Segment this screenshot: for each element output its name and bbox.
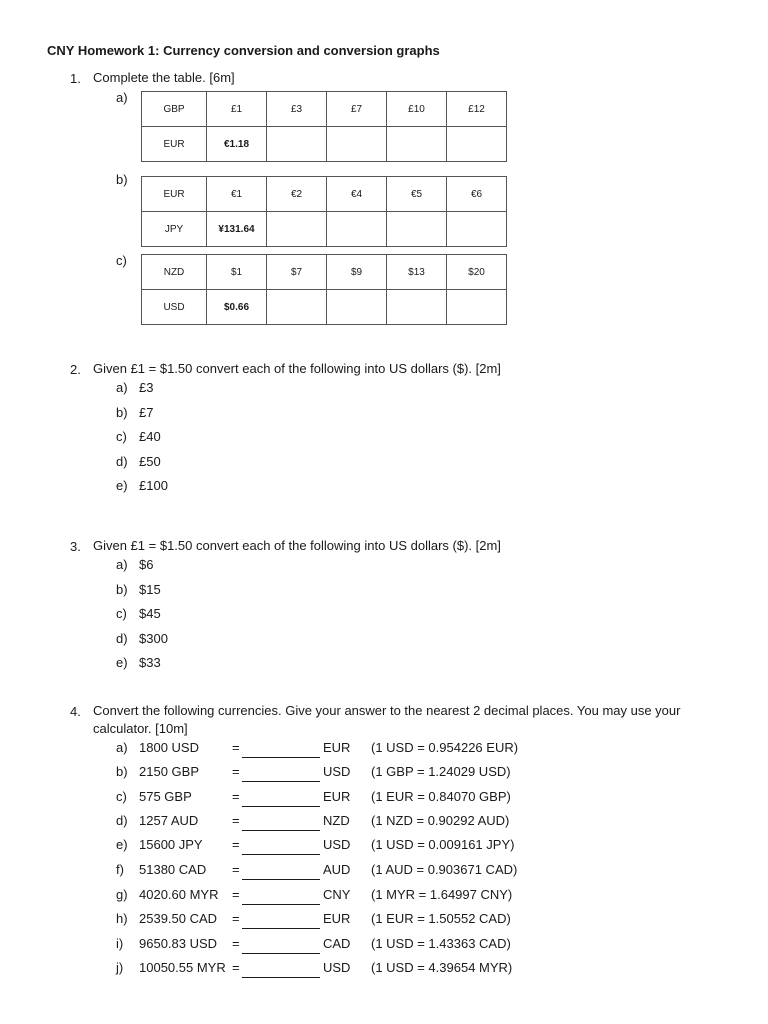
q4-item-label: h) (116, 911, 128, 926)
q1a-label: a) (116, 90, 128, 105)
q4-item-rate: (1 GBP = 1.24029 USD) (371, 764, 511, 779)
table-cell: £7 (327, 92, 387, 127)
q4-item-target: CAD (323, 936, 351, 951)
q4-item-target: EUR (323, 911, 351, 926)
q1c-label: c) (116, 253, 127, 268)
table-row (142, 127, 507, 162)
q4-item-amount: 575 GBP (139, 789, 192, 804)
table-cell: £1 (207, 92, 267, 127)
q4-item-label: f) (116, 862, 124, 877)
q2-item-label: e) (116, 478, 128, 493)
q4-item-label: d) (116, 813, 128, 828)
table-row (142, 290, 507, 325)
q4-text-line2: calculator. [10m] (93, 721, 188, 736)
q4-item-label: a) (116, 740, 128, 755)
table-cell: £3 (267, 92, 327, 127)
q4-item-rate: (1 EUR = 0.84070 GBP) (371, 789, 511, 804)
answer-blank[interactable] (242, 794, 320, 807)
table-cell-given: ¥131.64 (207, 212, 267, 247)
q1-number: 1. (70, 71, 81, 86)
table-row (142, 177, 507, 212)
answer-cell[interactable] (327, 290, 387, 325)
q4-item-amount: 10050.55 MYR (139, 960, 226, 975)
table-row (142, 212, 507, 247)
q3-item-value: $33 (139, 655, 161, 670)
q4-item-equals: = (232, 936, 240, 951)
q4-item-equals: = (232, 960, 240, 975)
answer-blank[interactable] (242, 769, 320, 782)
q2-number: 2. (70, 362, 81, 377)
q2-item-label: c) (116, 429, 127, 444)
conversion-table-a (141, 91, 507, 162)
q4-item-target: USD (323, 764, 351, 779)
answer-cell[interactable] (327, 212, 387, 247)
table-cell: $9 (327, 255, 387, 290)
q3-item-value: $300 (139, 631, 168, 646)
q3-number: 3. (70, 539, 81, 554)
q4-item-label: g) (116, 887, 128, 902)
q4-item-equals: = (232, 764, 240, 779)
q4-item-target: USD (323, 960, 351, 975)
table-cell: €5 (387, 177, 447, 212)
q3-item-value: $15 (139, 582, 161, 597)
q4-item-equals: = (232, 887, 240, 902)
table-cell: €4 (327, 177, 387, 212)
table-row (142, 255, 507, 290)
q4-item-equals: = (232, 837, 240, 852)
answer-blank[interactable] (242, 745, 320, 758)
q4-item-amount: 9650.83 USD (139, 936, 218, 951)
table-cell: EUR (142, 127, 207, 162)
answer-cell[interactable] (267, 212, 327, 247)
q2-item-value: £3 (139, 380, 154, 395)
table-cell-given: €1.18 (207, 127, 267, 162)
table-row (142, 92, 507, 127)
q4-item-rate: (1 MYR = 1.64997 CNY) (371, 887, 513, 902)
table-cell: JPY (142, 212, 207, 247)
q4-item-label: e) (116, 837, 128, 852)
q3-item-value: $6 (139, 557, 154, 572)
q2-item-value: £7 (139, 405, 154, 420)
table-cell: €2 (267, 177, 327, 212)
q4-item-equals: = (232, 911, 240, 926)
page-title: CNY Homework 1: Currency conversion and conversion graphs (47, 43, 440, 58)
answer-blank[interactable] (242, 842, 320, 855)
answer-cell[interactable] (267, 290, 327, 325)
q4-item-rate: (1 USD = 0.954226 EUR) (371, 740, 519, 755)
table-cell: $7 (267, 255, 327, 290)
table-cell: $1 (207, 255, 267, 290)
q4-item-rate: (1 AUD = 0.903671 CAD) (371, 862, 518, 877)
q4-item-amount: 1257 AUD (139, 813, 199, 828)
answer-cell[interactable] (387, 290, 447, 325)
answer-cell[interactable] (447, 127, 507, 162)
q4-item-amount: 2150 GBP (139, 764, 199, 779)
q4-item-label: i) (116, 936, 124, 951)
q1b-label: b) (116, 172, 128, 187)
table-cell: GBP (142, 92, 207, 127)
table-cell: $13 (387, 255, 447, 290)
answer-cell[interactable] (447, 290, 507, 325)
answer-cell[interactable] (387, 127, 447, 162)
answer-blank[interactable] (242, 818, 320, 831)
q2-item-label: a) (116, 380, 128, 395)
q4-number: 4. (70, 704, 81, 719)
q2-text: Given £1 = $1.50 convert each of the following into US dollars ($). [2m] (93, 361, 501, 376)
table-cell: £10 (387, 92, 447, 127)
q4-item-amount: 2539.50 CAD (139, 911, 218, 926)
table-cell: USD (142, 290, 207, 325)
q4-text-line1: Convert the following currencies. Give your answer to the nearest 2 decimal places. You may use your (93, 703, 681, 718)
table-cell: EUR (142, 177, 207, 212)
answer-cell[interactable] (447, 212, 507, 247)
q4-item-rate: (1 EUR = 1.50552 CAD) (371, 911, 511, 926)
conversion-table-c (141, 254, 507, 325)
q2-item-value: £40 (139, 429, 161, 444)
q4-item-target: AUD (323, 862, 351, 877)
q4-item-target: NZD (323, 813, 350, 828)
q3-item-label: b) (116, 582, 128, 597)
q4-item-equals: = (232, 813, 240, 828)
q4-item-amount: 1800 USD (139, 740, 199, 755)
q1-text: Complete the table. [6m] (93, 70, 235, 85)
q3-item-label: e) (116, 655, 128, 670)
q2-item-value: £100 (139, 478, 168, 493)
q4-item-target: CNY (323, 887, 351, 902)
q3-item-label: d) (116, 631, 128, 646)
q4-item-equals: = (232, 740, 240, 755)
table-cell: $20 (447, 255, 507, 290)
answer-blank[interactable] (242, 892, 320, 905)
answer-cell[interactable] (267, 127, 327, 162)
q2-item-label: b) (116, 405, 128, 420)
answer-cell[interactable] (327, 127, 387, 162)
q4-item-label: b) (116, 764, 128, 779)
q2-item-label: d) (116, 454, 128, 469)
q4-item-label: j) (116, 960, 124, 975)
q4-item-label: c) (116, 789, 127, 804)
table-cell: £12 (447, 92, 507, 127)
answer-cell[interactable] (387, 212, 447, 247)
q4-item-equals: = (232, 789, 240, 804)
answer-blank[interactable] (242, 867, 320, 880)
q3-text: Given £1 = $1.50 convert each of the following into US dollars ($). [2m] (93, 538, 501, 553)
table-cell: NZD (142, 255, 207, 290)
answer-blank[interactable] (242, 941, 320, 954)
q4-item-amount: 51380 CAD (139, 862, 207, 877)
q4-item-target: EUR (323, 740, 351, 755)
q4-item-amount: 4020.60 MYR (139, 887, 219, 902)
conversion-table-b (141, 176, 507, 247)
q4-item-target: EUR (323, 789, 351, 804)
q4-item-rate: (1 NZD = 0.90292 AUD) (371, 813, 510, 828)
q3-item-label: c) (116, 606, 127, 621)
q3-item-value: $45 (139, 606, 161, 621)
q4-item-rate: (1 USD = 0.009161 JPY) (371, 837, 515, 852)
table-cell-given: $0.66 (207, 290, 267, 325)
q4-item-amount: 15600 JPY (139, 837, 203, 852)
table-cell: €1 (207, 177, 267, 212)
q4-item-target: USD (323, 837, 351, 852)
q3-item-label: a) (116, 557, 128, 572)
answer-blank[interactable] (242, 965, 320, 978)
q4-item-rate: (1 USD = 1.43363 CAD) (371, 936, 511, 951)
q2-item-value: £50 (139, 454, 161, 469)
table-cell: €6 (447, 177, 507, 212)
answer-blank[interactable] (242, 916, 320, 929)
q4-item-equals: = (232, 862, 240, 877)
q4-item-rate: (1 USD = 4.39654 MYR) (371, 960, 513, 975)
